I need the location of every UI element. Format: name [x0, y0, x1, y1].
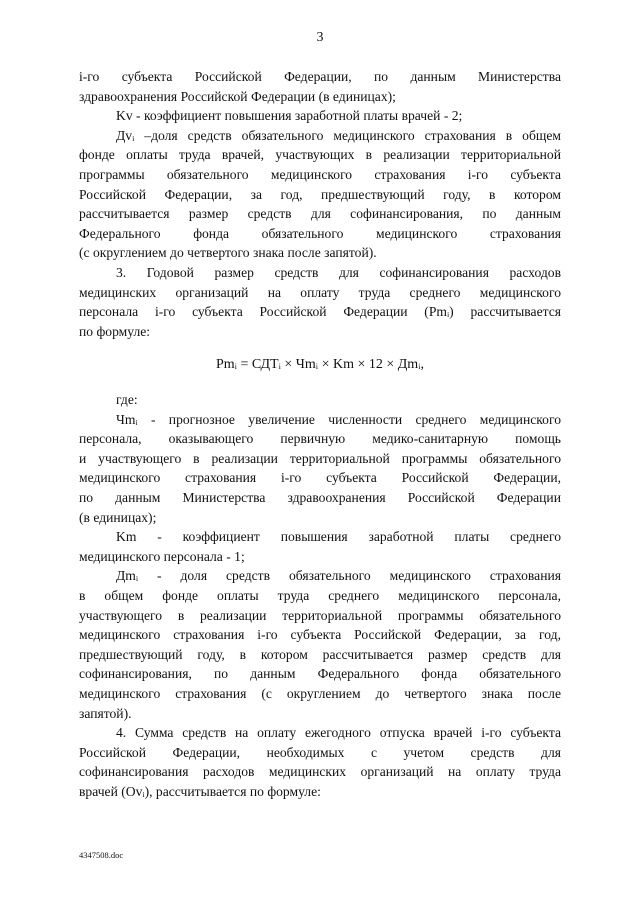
text-line: Kv - коэффициент повышения заработной платы врачей - 2; [116, 108, 463, 124]
text-line: Российской Федерации, необходимых с учетом средств для [79, 744, 561, 760]
text-line: по формуле: [79, 323, 151, 339]
text-line: медицинского страхования (с округлением до четвертого знака после [79, 685, 561, 701]
text-line: медицинского персонала - 1; [79, 548, 245, 564]
text-line: персонала, оказывающего первичную медико-санитарную помощь [79, 431, 561, 447]
text-line: медицинских организаций на оплату труда среднего медицинского [79, 284, 561, 300]
text-line: здравоохранения Российской Федерации (в единицах); [79, 88, 396, 104]
text-line: Российской Федерации, за год, предшествующий году, в котором [79, 186, 561, 202]
text-line: персонала i-го субъекта Российской Федерации (Pmᵢ) рассчитывается [79, 304, 561, 320]
text-line: по данным Министерства здравоохранения Российской Федерации [79, 489, 561, 505]
text-line: 3. Годовой размер средств для софинансирования расходов [116, 264, 561, 280]
text-line: софинансирования расходов медицинских организаций на оплату труда [79, 764, 561, 780]
text-block-bottom [79, 390, 561, 801]
text-line: (в единицах); [79, 509, 157, 525]
text-line: 4. Сумма средств на оплату ежегодного отпуска врачей i-го субъекта [116, 725, 561, 741]
text-line: i-го субъекта Российской Федерации, по данным Министерства [79, 69, 561, 84]
text-line: врачей (Ovᵢ), рассчитывается по формуле: [79, 783, 321, 799]
text-block-top [79, 67, 561, 341]
text-line: запятой). [79, 705, 132, 721]
file-name-footer: 4347508.doc [79, 850, 124, 860]
text-line: программы обязательного медицинского страхования i-го субъекта [79, 166, 561, 182]
text-line: в общем фонде оплаты труда среднего медицинского персонала, [79, 587, 561, 603]
text-line: софинансирования, по данным Федерального фонда обязательного [79, 666, 561, 682]
text-line: медицинского страхования i-го субъекта Российской Федерации, за год, [79, 627, 561, 643]
text-line: фонде оплаты труда врачей, участвующих в реализации территориальной [79, 147, 561, 163]
text-line: предшествующий году, в котором рассчитывается размер средств для [79, 646, 561, 662]
text-line: рассчитывается размер средств для софинансирования, по данным [79, 206, 561, 222]
text-line: Чmᵢ - прогнозное увеличение численности среднего медицинского [116, 411, 561, 427]
page-number: 3 [316, 30, 324, 45]
text-line: Дmᵢ - доля средств обязательного медицинского страхования [116, 568, 561, 584]
text-line: медицинского страхования i-го субъекта Российской Федерации, [79, 470, 561, 486]
text-line: Km - коэффициент повышения заработной платы среднего [116, 529, 561, 545]
text-line: где: [116, 392, 138, 407]
text-line: Федерального фонда обязательного медицинского страхования [79, 225, 561, 241]
formula-pm: Pmᵢ = СДТᵢ × Чmᵢ × Km × 12 × Дmᵢ, [216, 357, 424, 372]
text-line: участвующего в реализации территориальной программы обязательного [79, 607, 561, 623]
text-line: Дvᵢ –доля средств обязательного медицинского страхования в общем [116, 127, 561, 143]
text-line: и участвующего в реализации территориальной программы обязательного [79, 450, 561, 466]
text-line: (с округлением до четвертого знака после запятой). [79, 245, 377, 261]
